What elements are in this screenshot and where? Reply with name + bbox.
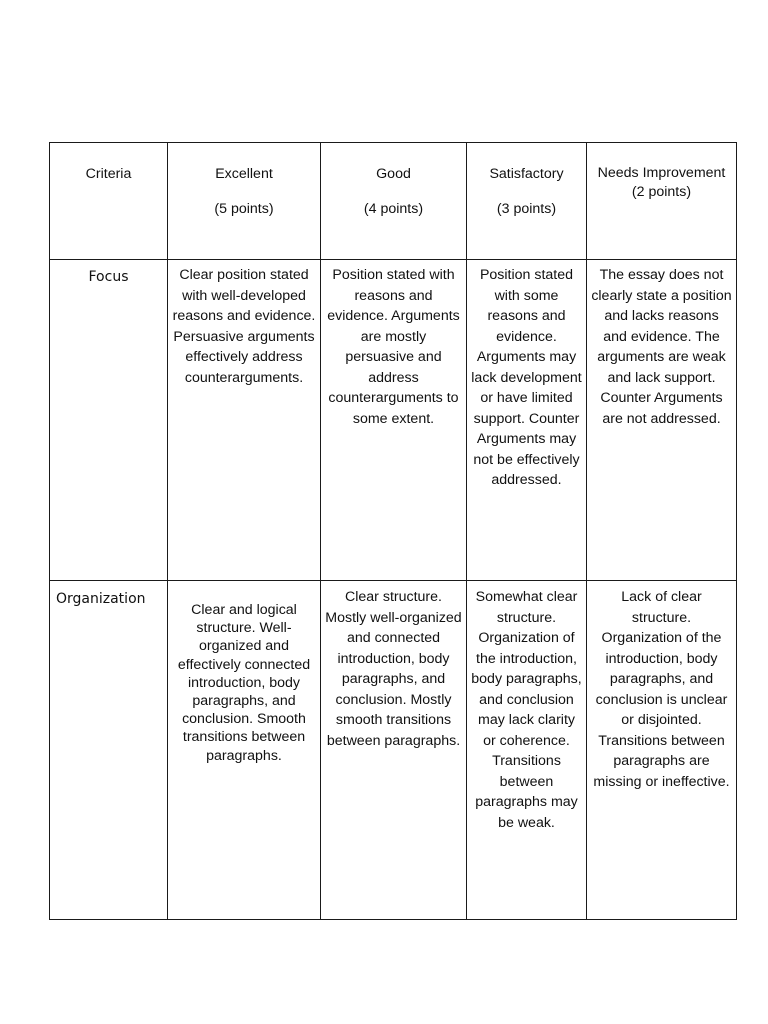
- cell-text: Clear structure. Mostly well-organized and connected introduction, body paragraphs, and conclusion. Mostly smooth transitions between paragraphs.: [325, 589, 462, 749]
- good-cell: [321, 581, 467, 920]
- cell-text: Position stated with some reasons and evidence. Arguments may lack development or have limited support. Counter Arguments may not be effectively addressed.: [471, 267, 582, 488]
- cell-text: Clear position stated with well-developed reasons and evidence. Persuasive arguments effectively address counterarguments.: [172, 267, 316, 386]
- criterion-cell: [50, 260, 168, 581]
- satisfactory-cell: [467, 260, 587, 581]
- header-cell-satisfactory: [467, 143, 587, 260]
- cell-text: Position stated with reasons and evidence. Arguments are mostly persuasive and address counterarguments to some extent.: [327, 267, 460, 427]
- header-cell-excellent: [168, 143, 321, 260]
- needs-improvement-cell: [587, 581, 737, 920]
- header-satisfactory-points: (3 points): [496, 200, 557, 217]
- excellent-cell: [168, 260, 321, 581]
- cell-text: Somewhat clear structure. Organization of the introduction, body paragraphs, and conclusion may lack clarity or coherence. Transitions between paragraphs may be weak.: [471, 589, 582, 831]
- criterion-label: Focus: [88, 269, 129, 285]
- header-cell-needs-improvement: [587, 143, 737, 260]
- header-good-points: (4 points): [363, 200, 424, 217]
- header-cell-criteria: [50, 143, 168, 260]
- header-criteria: Criteria: [85, 166, 132, 182]
- needs-improvement-cell: [587, 260, 737, 581]
- cell-text: Lack of clear structure. Organization of the introduction, body paragraphs, and conclusion is unclear or disjointed. Transitions between paragraphs are missing or ineffective.: [593, 589, 730, 790]
- rubric-table: [49, 142, 737, 920]
- cell-text: Clear and logical structure. Well-organized and effectively connected introduction, body paragraphs, and conclusion. Smooth transitions between paragraphs.: [177, 602, 311, 764]
- criterion-cell: [50, 581, 168, 920]
- header-cell-good: [321, 143, 467, 260]
- header-excellent: Excellent: [215, 166, 273, 182]
- header-excellent-points: (5 points): [214, 200, 274, 217]
- header-row: [50, 143, 737, 260]
- table-row: [50, 581, 737, 920]
- header-satisfactory: Satisfactory: [489, 166, 564, 182]
- header-needs-improvement: Needs Improvement (2 points): [597, 165, 726, 200]
- criterion-label: Organization: [56, 591, 146, 607]
- table-row: [50, 260, 737, 581]
- satisfactory-cell: [467, 581, 587, 920]
- header-good: Good: [376, 166, 411, 182]
- good-cell: [321, 260, 467, 581]
- cell-text: The essay does not clearly state a position and lacks reasons and evidence. The arguments are weak and lack support. Counter Arguments are not addressed.: [591, 267, 732, 427]
- excellent-cell: [168, 581, 321, 920]
